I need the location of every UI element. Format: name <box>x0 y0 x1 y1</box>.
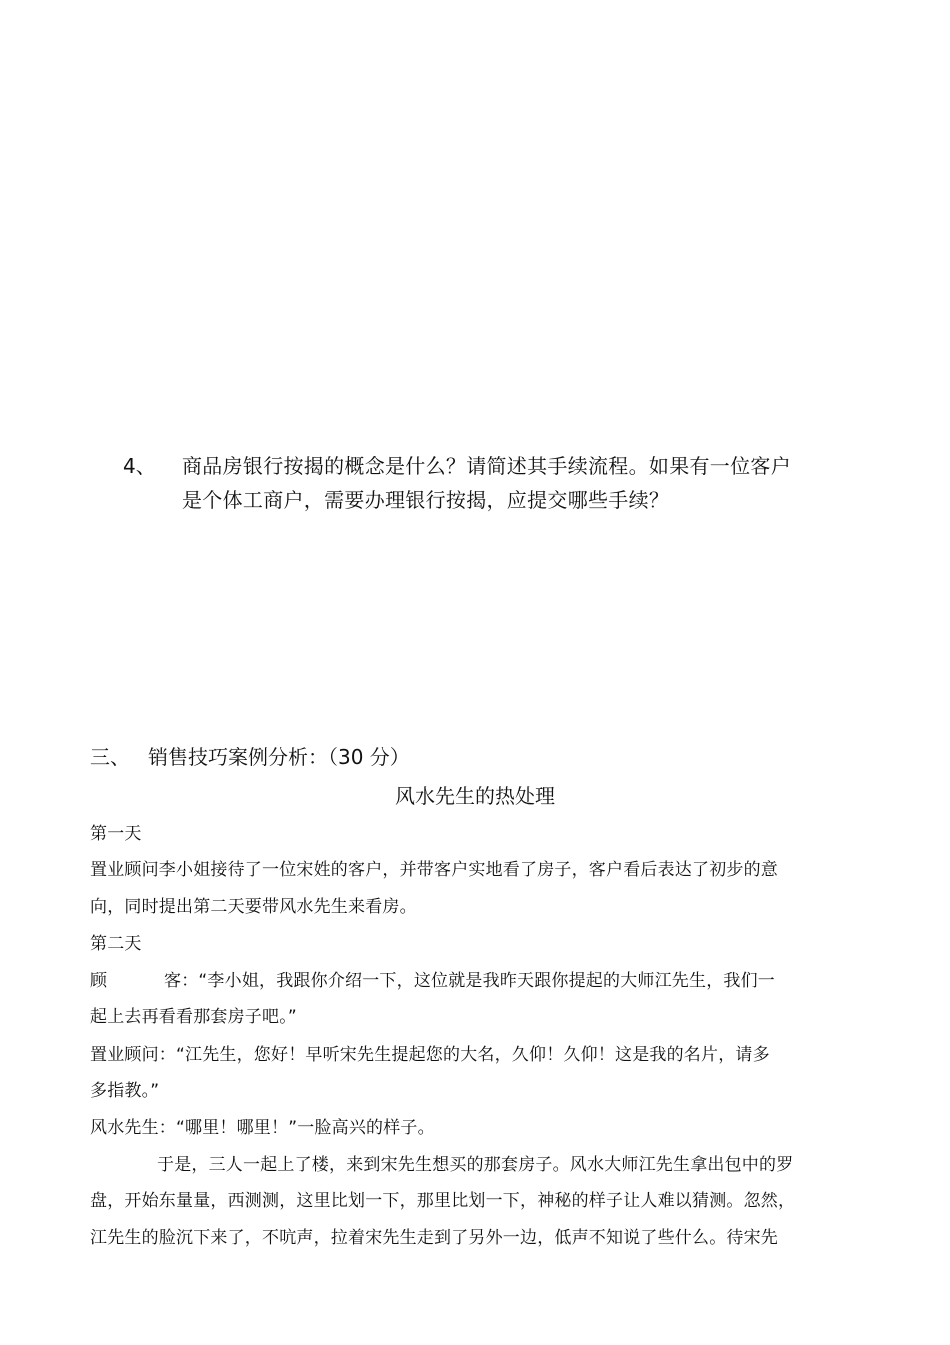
narrative-line-1: 于是，三人一起上了楼，来到宋先生想买的那套房子。风水大师江先生拿出包中的罗 <box>157 1155 794 1175</box>
narrative-line-3: 江先生的脸沉下来了，不吭声，拉着宋先生走到了另外一边，低声不知说了些什么。待宋先 <box>90 1228 778 1248</box>
consultant-speaker: 置业顾问： <box>90 1045 176 1065</box>
case-title: 风水先生的热处理 <box>395 784 555 808</box>
section-title: 销售技巧案例分析：（30 分） <box>148 745 410 769</box>
consultant-dialogue-line-1 <box>90 1040 770 1065</box>
day2-heading: 第二天 <box>90 934 142 954</box>
consultant-dialogue-line-2: 多指教。” <box>90 1081 160 1101</box>
section-number: 三、 <box>90 745 130 769</box>
question-number: 4、 <box>123 454 156 478</box>
fengshui-speaker: 风水先生： <box>90 1118 176 1138</box>
question-text-line-1: 商品房银行按揭的概念是什么？请简述其手续流程。如果有一位客户 <box>182 454 791 478</box>
day1-paragraph-line-1: 置业顾问李小姐接待了一位宋姓的客户，并带客户实地看了房子，客户看后表达了初步的意 <box>90 860 778 880</box>
customer-speaker-b: 客： <box>164 971 199 991</box>
fengshui-dialogue-line <box>90 1113 435 1138</box>
customer-speaker-a: 顾 <box>90 971 108 991</box>
customer-quote-1: “李小姐，我跟你介绍一下，这位就是我昨天跟你提起的大师江先生，我们一 <box>198 971 776 991</box>
day1-paragraph-line-2: 向，同时提出第二天要带风水先生来看房。 <box>90 897 417 917</box>
narrative-line-2: 盘，开始东量量，西测测，这里比划一下，那里比划一下，神秘的样子让人难以猜测。忽然， <box>90 1191 796 1211</box>
customer-dialogue-line-2: 起上去再看看那套房子吧。” <box>90 1007 297 1027</box>
question-text-line-2: 是个体工商户，需要办理银行按揭，应提交哪些手续？ <box>182 488 670 512</box>
day1-heading: 第一天 <box>90 824 142 844</box>
consultant-quote-1: “江先生，您好！早听宋先生提起您的大名，久仰！久仰！这是我的名片，请多 <box>176 1045 770 1065</box>
fengshui-quote: “哪里！哪里！”一脸高兴的样子。 <box>176 1118 435 1138</box>
customer-dialogue-line-1 <box>90 966 775 991</box>
